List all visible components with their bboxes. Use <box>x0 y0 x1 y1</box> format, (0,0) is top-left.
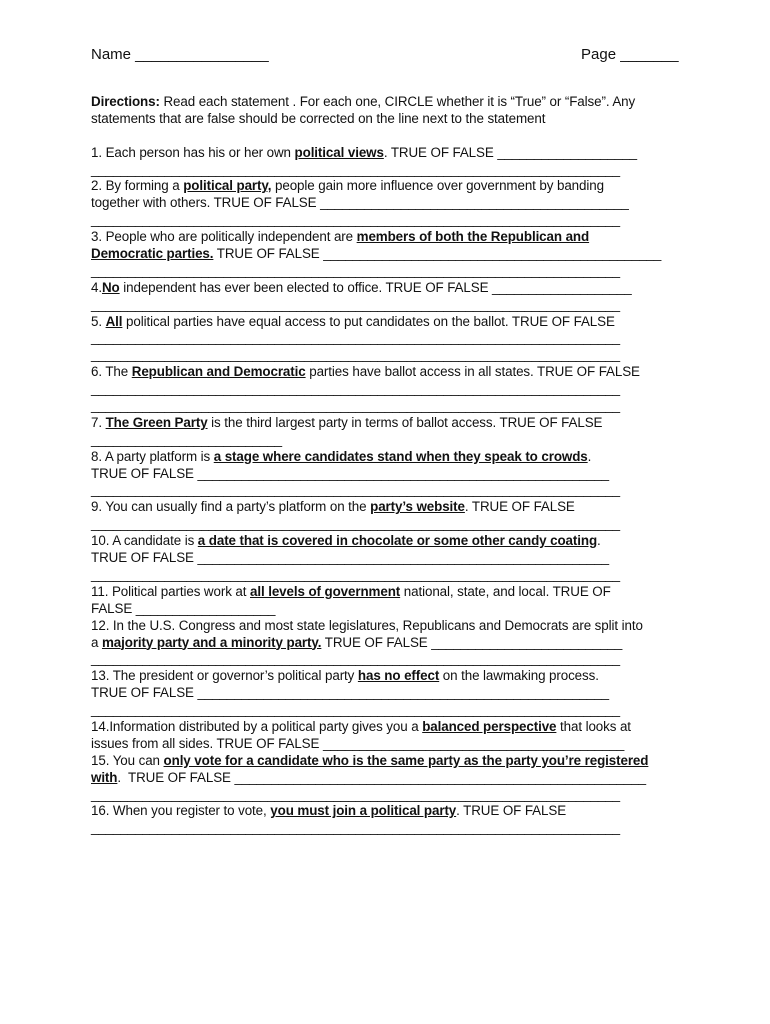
q15-key-term: only vote for a candidate who is the same party as the party you’re registered <box>163 752 649 768</box>
q2-text-end: people gain more influence over government by banding <box>271 178 604 194</box>
question-5 <box>91 314 691 331</box>
q7-text: 7. <box>91 414 106 430</box>
question-2-cont: together with others. TRUE OF FALSE __________________________________________ <box>91 195 629 211</box>
answer-line: ________________________________________________________________________ <box>91 820 621 836</box>
question-14 <box>91 719 691 736</box>
question-8-cont: TRUE OF FALSE ________________________________________________________ <box>91 465 609 481</box>
question-10 <box>91 533 691 550</box>
q4-key-term: No <box>101 279 120 295</box>
answer-line: ________________________________________________________________________ <box>91 566 621 582</box>
q8-text: 8. A party platform is <box>91 448 214 464</box>
answer-line: ________________________________________________________________________ <box>91 262 621 278</box>
q10-text-end: . <box>597 533 601 549</box>
q13-text: 13. The president or governor’s political party <box>91 668 358 684</box>
q6-text: 6. The <box>91 364 132 380</box>
q7-key-term: The Green Party <box>105 414 208 430</box>
q15-text: 15. You can <box>91 752 164 768</box>
answer-line: __________________________ <box>91 431 283 447</box>
q11-text: 11. Political parties work at <box>91 583 250 599</box>
question-8 <box>91 449 691 466</box>
q11-text-end: national, state, and local. TRUE OF <box>400 583 611 599</box>
q3-key-term: members of both the Republican and <box>356 229 590 245</box>
q12-text: a <box>91 634 102 650</box>
q6-key-term: Republican and Democratic <box>131 364 306 380</box>
q4-text: 4. <box>91 279 102 295</box>
q8-key-term: a stage where candidates stand when they speak to crowds <box>213 448 588 464</box>
directions-text-1: Read each statement . For each one, CIRCLE whether it is “True” or “False”. Any <box>159 94 636 109</box>
q14-key-term: balanced perspective <box>422 718 557 734</box>
directions-line-2: statements that are false should be corrected on the line next to the statement <box>91 110 546 126</box>
q2-key-term: political party, <box>183 178 272 194</box>
q8-text-end: . <box>587 448 592 464</box>
question-16 <box>91 803 691 820</box>
question-15-cont <box>91 770 691 787</box>
answer-line: ________________________________________________________________________ <box>91 398 621 414</box>
q16-text-end: . TRUE OF FALSE <box>456 803 567 819</box>
question-11-cont: FALSE ___________________ <box>91 600 276 616</box>
q9-text: 9. You can usually find a party’s platform on the <box>91 499 371 515</box>
question-7 <box>91 415 691 432</box>
question-6 <box>91 364 691 381</box>
q3-text-end: TRUE OF FALSE ______________________________________________ <box>213 246 662 262</box>
q4-text-end: independent has ever been elected to office. TRUE OF FALSE ___________________ <box>119 279 632 295</box>
question-2 <box>91 178 691 195</box>
answer-line: ________________________________________________________________________ <box>91 786 621 802</box>
q13-key-term: has no effect <box>357 668 440 684</box>
answer-line: ________________________________________________________________________ <box>91 161 621 177</box>
directions-line-1 <box>91 94 691 111</box>
q14-text: 14.Information distributed by a political party gives you a <box>91 718 423 734</box>
answer-line: ________________________________________________________________________ <box>91 702 621 718</box>
q12-key-term: majority party and a minority party. <box>101 634 322 650</box>
q13-text-end: on the lawmaking process. <box>439 668 599 684</box>
answer-line: ________________________________________________________________________ <box>91 651 621 667</box>
q15-text-end: . TRUE OF FALSE ________________________________________________________ <box>117 769 646 785</box>
q10-key-term: a date that is covered in chocolate or some other candy coating <box>197 533 598 549</box>
answer-line: ________________________________________________________________________ <box>91 212 621 228</box>
q14-text-end: that looks at <box>556 718 631 734</box>
q2-text: 2. By forming a <box>91 178 184 194</box>
question-10-cont: TRUE OF FALSE ________________________________________________________ <box>91 550 609 566</box>
q10-text: 10. A candidate is <box>91 533 198 549</box>
answer-line: ________________________________________________________________________ <box>91 347 621 363</box>
directions-label: Directions: <box>91 94 160 109</box>
q6-text-end: parties have ballot access in all states. TRUE OF FALSE <box>305 364 640 380</box>
q3-key-term-cont: Democratic parties. <box>91 246 214 262</box>
question-13 <box>91 668 691 685</box>
question-13-cont: TRUE OF FALSE ________________________________________________________ <box>91 685 609 701</box>
question-11 <box>91 584 691 601</box>
q16-text: 16. When you register to vote, <box>91 803 271 819</box>
q9-text-end: . TRUE OF FALSE <box>464 499 575 515</box>
question-14-cont: issues from all sides. TRUE OF FALSE _________________________________________ <box>91 735 625 751</box>
q5-key-term: All <box>105 313 123 329</box>
answer-line: ________________________________________________________________________ <box>91 516 621 532</box>
q11-key-term: all levels of government <box>250 583 401 599</box>
question-15 <box>91 753 691 770</box>
q15-key-term-cont: with <box>91 769 118 785</box>
answer-line: ________________________________________________________________________ <box>91 330 621 346</box>
q5-text: 5. <box>91 313 106 329</box>
question-3-cont <box>91 246 691 263</box>
answer-line: ________________________________________________________________________ <box>91 381 621 397</box>
q5-text-end: political parties have equal access to put candidates on the ballot. TRUE OF FALSE <box>122 313 615 329</box>
question-3 <box>91 229 691 246</box>
q16-key-term: you must join a political party <box>270 803 457 819</box>
q12-text-end: TRUE OF FALSE __________________________ <box>321 634 623 650</box>
q1-text: 1. Each person has his or her own <box>91 144 295 160</box>
question-9 <box>91 499 691 516</box>
question-4 <box>91 280 691 297</box>
question-12: 12. In the U.S. Congress and most state legislatures, Republicans and Democrats are split into <box>91 617 643 633</box>
q9-key-term: party’s website <box>370 499 465 515</box>
answer-line: ________________________________________________________________________ <box>91 296 621 312</box>
question-1 <box>91 145 691 162</box>
question-12-cont <box>91 635 691 652</box>
worksheet-body <box>91 94 691 837</box>
answer-line: ________________________________________________________________________ <box>91 482 621 498</box>
q1-text-end: . TRUE OF FALSE ___________________ <box>383 144 637 160</box>
q3-text: 3. People who are politically independent are <box>91 229 357 245</box>
name-field-label: Name ________________ <box>91 46 269 63</box>
q7-text-end: is the third largest party in terms of ballot access. TRUE OF FALSE <box>207 414 603 430</box>
page-field-label: Page _______ <box>581 46 679 63</box>
q1-key-term: political views <box>294 144 384 160</box>
